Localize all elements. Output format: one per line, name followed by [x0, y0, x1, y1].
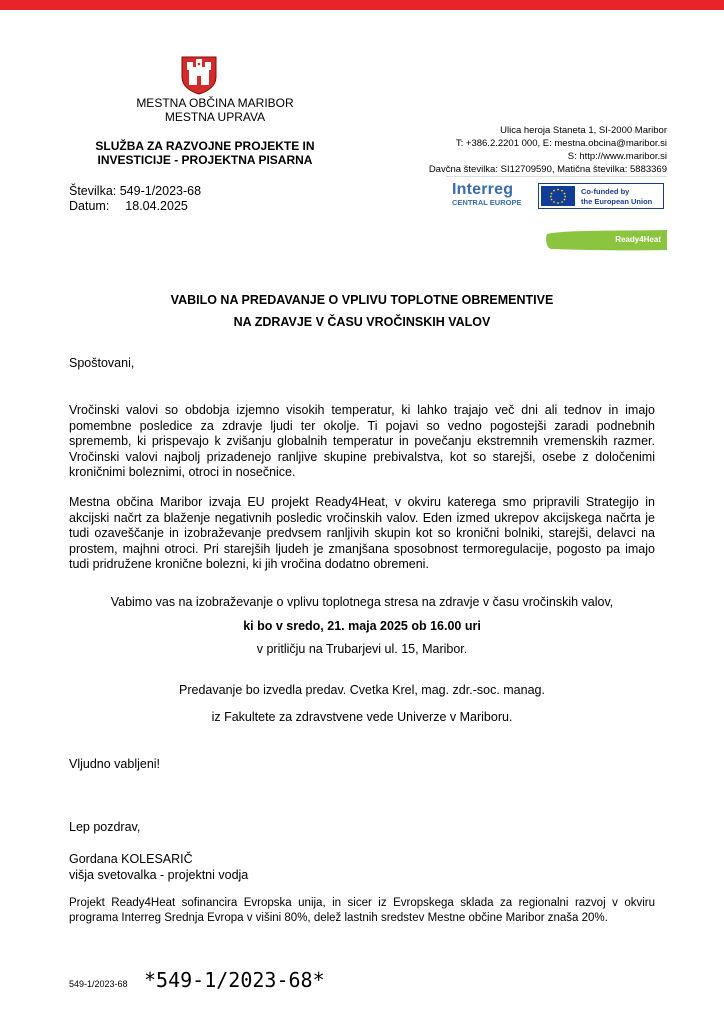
invitation-title	[40, 289, 684, 333]
greeting: Spoštovani,	[69, 356, 135, 370]
interreg-logo	[452, 182, 528, 212]
eu-flag-icon	[541, 186, 575, 206]
invite-line1: Vabimo vas na izobraževanje o vplivu toplotnega stresa na zdravje v času vročinskih valov,	[110, 595, 614, 609]
lecturer-line1: Predavanje bo izvedla predav. Cvetka Krel, mag. zdr.-soc. manag.	[179, 683, 545, 697]
number-value: 549-1/2023-68	[119, 184, 202, 198]
org-name: MESTNA OBČINA MARIBOR	[136, 96, 294, 110]
funding-note: Projekt Ready4Heat sofinancira Evropska unija, in sicer iz Evropskega sklada za regionalni razvoj v okviru programa Interreg Srednja Evropa v višini 80%, delež lastnih sredstev Mestne občine Maribor znaša 20%.	[69, 897, 655, 924]
footer-barcode-text: *549-1/2023-68*	[144, 968, 325, 992]
eu-text-line2: the European Union	[581, 197, 653, 206]
lecturer-line2: iz Fakultete za zdravstvene vede Univerze v Mariboru.	[211, 710, 513, 724]
number-label: Številka:	[69, 184, 117, 198]
title-line1: VABILO NA PREDAVANJE O VPLIVU TOPLOTNE OBREMENTIVE	[170, 293, 554, 307]
invite-date-time: ki bo v sredo, 21. maja 2025 ob 16.00 uri	[243, 619, 481, 633]
date-value: 18.04.2025	[125, 199, 188, 213]
date-label: Datum:	[69, 199, 110, 213]
footer-reference: 549-1/2023-68	[69, 979, 128, 989]
eu-cofunded-logo	[538, 183, 664, 209]
interreg-subtitle: CENTRAL EUROPE	[452, 198, 522, 207]
interreg-name: Interreg	[452, 181, 514, 198]
title-line2: NA ZDRAVJE V ČASU VROČINSKIH VALOV	[233, 315, 491, 329]
header-divider	[446, 176, 667, 177]
signer-name: Gordana KOLESARIČ	[69, 852, 193, 866]
top-color-bar	[0, 0, 724, 10]
invite-location: v pritličju na Trubarjevi ul. 15, Maribor.	[256, 642, 468, 656]
closing-text: Vljudno vabljeni!	[69, 757, 161, 771]
contact-tax: Davčna številka: SI12709590, Matična številka: 5883369	[428, 164, 667, 175]
department-line2: INVESTICIJE - PROJEKTNA PISARNA	[97, 153, 313, 167]
signature-block	[69, 851, 248, 883]
doc-reference	[69, 184, 201, 214]
signer-title: višja svetovalka - projektni vodja	[69, 868, 249, 882]
ready4heat-label: Ready4Heat	[615, 235, 661, 244]
paragraph-project: Mestna občina Maribor izvaja EU projekt Ready4Heat, v okviru katerega smo pripravili Strategijo in akcijski načrt za blaženje negativnih posledic vročinskih valov. Eden izmed ukrepov akcijskega načrta je tudi ozaveščanje in izobraževanje predvsem ranljivih skupin kot so kronični bolniki, starejši, delavci na prostem, majhni otroci. Pri starejših ljudeh je zmanjšana sposobnost termoregulacije, pogosto pa imajo tudi pridružene kronične bolezni, ki jih vročina dodatno obremeni.	[69, 495, 655, 572]
org-unit: MESTNA UPRAVA	[164, 110, 266, 124]
contact-phone-email: T: +386.2.2201 000, E: mestna.obcina@maribor.si	[455, 138, 667, 149]
regards-text: Lep pozdrav,	[69, 820, 141, 834]
ready4heat-logo	[545, 228, 669, 252]
contact-address: Ulica heroja Staneta 1, SI-2000 Maribor	[500, 125, 667, 136]
eu-text-line1: Co-funded by	[581, 187, 630, 196]
maribor-coat-of-arms	[178, 53, 220, 95]
department-line1: SLUŽBA ZA RAZVOJNE PROJEKTE IN	[95, 139, 315, 153]
contact-block	[367, 124, 667, 176]
paragraph-heatwaves: Vročinski valovi so obdobja izjemno visokih temperatur, ki lahko trajajo več dni ali tednov in imajo pomembne posledice za zdravje ljudi ter okolje. Ti pojavi so vedno pogostejši zaradi podnebnih sprememb, ki prispevajo k zvišanju globalnih temperatur in povečanju ekstremnih vremenskih razmer. Vročinski valovi najbolj prizadenejo ranljive skupine prebivalstva, kot so starejši, osebe z določenimi kroničnimi boleznimi, otroci in nosečnice.	[69, 403, 655, 480]
contact-web: S: http://www.maribor.si	[567, 151, 667, 162]
